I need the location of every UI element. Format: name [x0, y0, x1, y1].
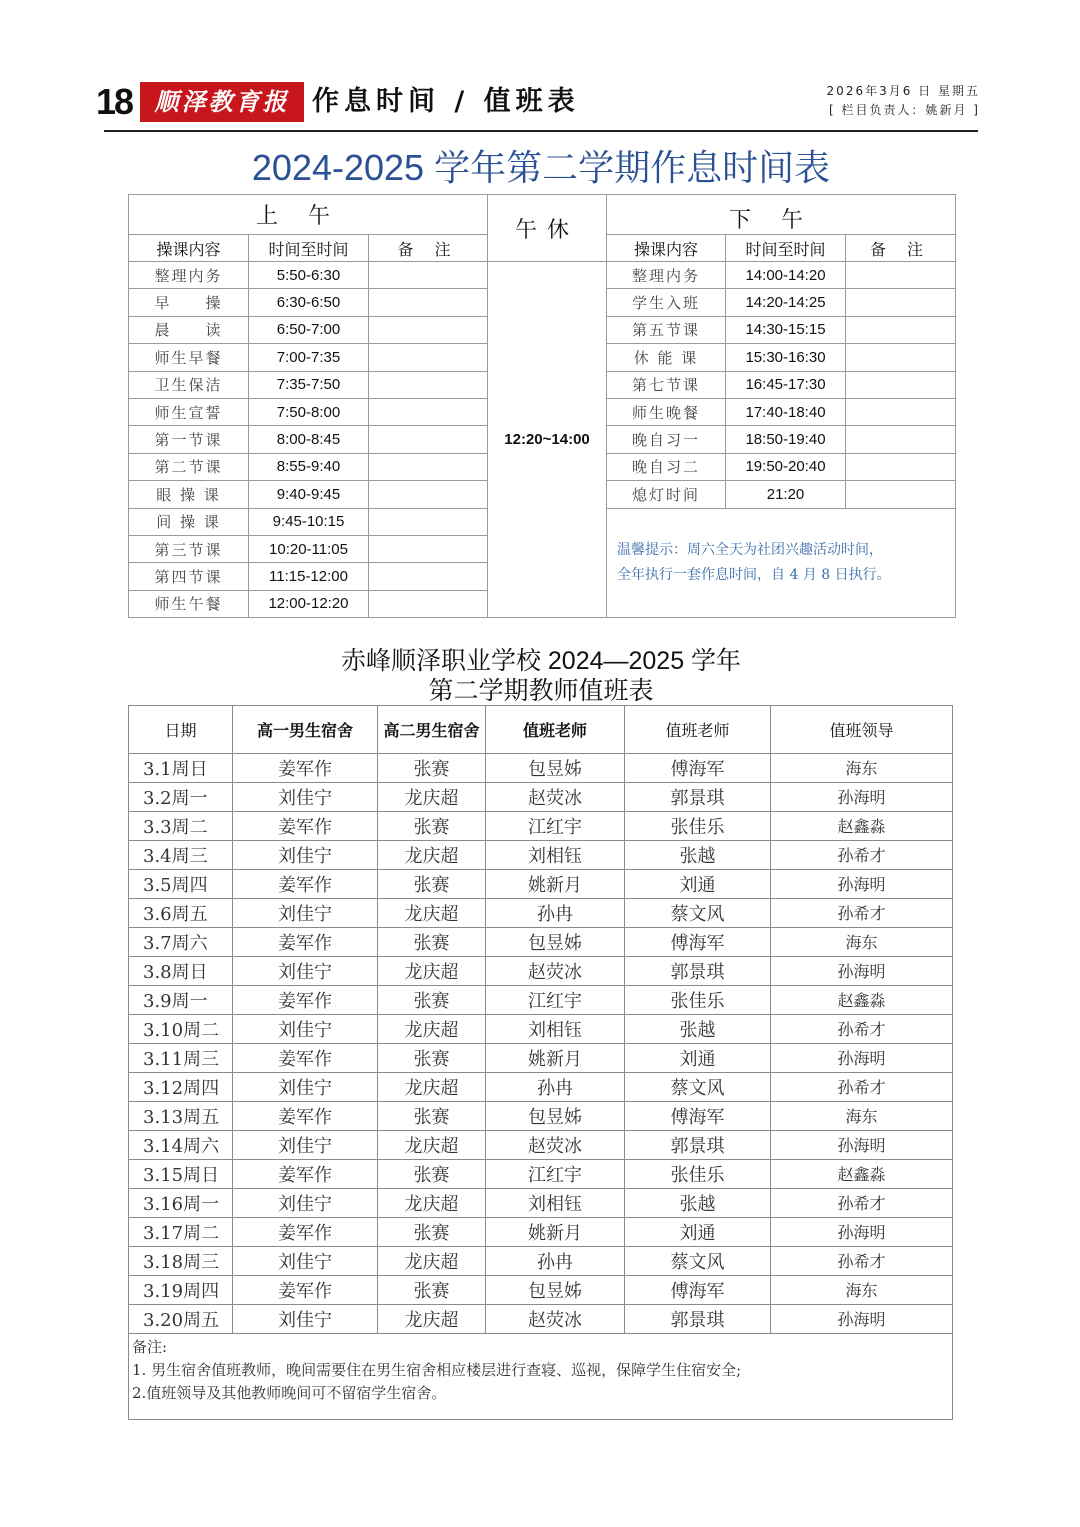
cell-duty-leader: 赵鑫淼 [771, 812, 953, 841]
cell-grade2-dorm: 张赛 [378, 928, 486, 957]
cell-duty-teacher-1: 姚新月 [486, 1218, 625, 1247]
cell-duty-leader: 孙希才 [771, 1015, 953, 1044]
activity: 第五节课 [607, 316, 726, 343]
activity: 第七节课 [607, 371, 726, 398]
activity: 第三节课 [129, 535, 249, 562]
cell-duty-leader: 赵鑫淼 [771, 1160, 953, 1189]
time: 6:30-6:50 [249, 289, 369, 316]
duty-notes [129, 1334, 953, 1420]
duty-row [129, 1247, 953, 1276]
cell-grade1-dorm: 姜军作 [233, 1276, 378, 1305]
cell-duty-teacher-2: 刘通 [625, 870, 771, 899]
cell-date: 3.15周日 [129, 1160, 233, 1189]
duty-row [129, 1073, 953, 1102]
cell-grade1-dorm: 姜军作 [233, 1044, 378, 1073]
duty-row [129, 870, 953, 899]
note [369, 481, 488, 508]
cell-duty-teacher-1: 刘相钰 [486, 1015, 625, 1044]
cell-duty-teacher-1: 孙冉 [486, 1073, 625, 1102]
cell-duty-teacher-1: 江红宇 [486, 1160, 625, 1189]
cell-duty-teacher-1: 赵荧冰 [486, 783, 625, 812]
cell-grade1-dorm: 刘佳宁 [233, 1015, 378, 1044]
cell-duty-teacher-2: 傅海军 [625, 1102, 771, 1131]
cell-grade1-dorm: 刘佳宁 [233, 783, 378, 812]
col-duty-teacher-2: 值班老师 [625, 706, 771, 754]
cell-duty-teacher-1: 包昱姊 [486, 1102, 625, 1131]
cell-duty-teacher-2: 刘通 [625, 1218, 771, 1247]
note [369, 508, 488, 535]
schedule-table [128, 194, 956, 618]
time: 8:55-9:40 [249, 453, 369, 480]
cell-duty-leader: 孙海明 [771, 783, 953, 812]
cell-date: 3.2周一 [129, 783, 233, 812]
cell-date: 3.8周日 [129, 957, 233, 986]
activity: 师生早餐 [129, 344, 249, 371]
time: 19:50-20:40 [726, 453, 846, 480]
duty-row [129, 899, 953, 928]
time: 6:50-7:00 [249, 316, 369, 343]
cell-grade2-dorm: 张赛 [378, 1276, 486, 1305]
cell-grade1-dorm: 姜军作 [233, 986, 378, 1015]
cell-grade2-dorm: 龙庆超 [378, 1073, 486, 1102]
cell-grade2-dorm: 龙庆超 [378, 1305, 486, 1334]
cell-grade2-dorm: 张赛 [378, 1160, 486, 1189]
duty-roster-title [128, 646, 954, 706]
time: 16:45-17:30 [726, 371, 846, 398]
note [369, 426, 488, 453]
col-note: 备 注 [369, 235, 488, 262]
duty-header-row [129, 706, 953, 754]
cell-date: 3.7周六 [129, 928, 233, 957]
activity: 眼 操 课 [129, 481, 249, 508]
col-grade1-dorm: 高一男生宿舍 [233, 706, 378, 754]
time: 7:35-7:50 [249, 371, 369, 398]
cell-grade1-dorm: 刘佳宁 [233, 1305, 378, 1334]
duty-row [129, 754, 953, 783]
cell-grade1-dorm: 刘佳宁 [233, 1189, 378, 1218]
duty-row [129, 1189, 953, 1218]
note [369, 289, 488, 316]
activity: 晚自习二 [607, 453, 726, 480]
cell-duty-teacher-2: 张佳乐 [625, 812, 771, 841]
time: 11:15-12:00 [249, 563, 369, 590]
cell-duty-teacher-1: 包昱姊 [486, 1276, 625, 1305]
time: 18:50-19:40 [726, 426, 846, 453]
duty-title-line-2: 第二学期教师值班表 [428, 677, 654, 705]
cell-duty-teacher-2: 张佳乐 [625, 1160, 771, 1189]
issue-date: 2026年3月6 日 星期五 [826, 84, 980, 98]
duty-row [129, 841, 953, 870]
cell-grade2-dorm: 龙庆超 [378, 1015, 486, 1044]
cell-duty-teacher-2: 傅海军 [625, 754, 771, 783]
duty-row [129, 986, 953, 1015]
activity: 熄灯时间 [607, 481, 726, 508]
cell-grade2-dorm: 龙庆超 [378, 841, 486, 870]
activity: 休 能 课 [607, 344, 726, 371]
duty-row [129, 957, 953, 986]
cell-date: 3.19周四 [129, 1276, 233, 1305]
cell-grade1-dorm: 姜军作 [233, 754, 378, 783]
cell-date: 3.13周五 [129, 1102, 233, 1131]
cell-duty-teacher-2: 郭景琪 [625, 783, 771, 812]
time: 12:00-12:20 [249, 590, 369, 617]
note [846, 371, 956, 398]
cell-duty-teacher-1: 赵荧冰 [486, 1305, 625, 1334]
activity: 师生午餐 [129, 590, 249, 617]
activity: 师生宣誓 [129, 398, 249, 425]
duty-title-line-1: 赤峰顺泽职业学校 2024—2025 学年 [340, 647, 742, 675]
cell-duty-teacher-2: 郭景琪 [625, 1131, 771, 1160]
col-time: 时间至时间 [249, 235, 369, 262]
cell-duty-leader: 孙希才 [771, 1189, 953, 1218]
cell-duty-teacher-1: 包昱姊 [486, 754, 625, 783]
cell-grade1-dorm: 姜军作 [233, 812, 378, 841]
duty-row [129, 812, 953, 841]
section-title: 作息时间 / 值班表 [312, 86, 580, 117]
schedule-row [129, 262, 956, 289]
activity: 第一节课 [129, 426, 249, 453]
duty-row [129, 1305, 953, 1334]
notes-heading: 备注: [132, 1338, 168, 1356]
newspaper-brand-logo: 顺泽教育报 [140, 82, 304, 122]
cell-duty-teacher-2: 傅海军 [625, 928, 771, 957]
issue-info [827, 82, 980, 120]
cell-duty-leader: 孙海明 [771, 1218, 953, 1247]
cell-date: 3.10周二 [129, 1015, 233, 1044]
cell-date: 3.5周四 [129, 870, 233, 899]
duty-notes-row [129, 1334, 953, 1420]
cell-grade2-dorm: 龙庆超 [378, 783, 486, 812]
notes-line-2: 2.值班领导及其他教师晚间可不留宿学生宿舍。 [132, 1384, 447, 1402]
cell-duty-teacher-1: 刘相钰 [486, 1189, 625, 1218]
cell-duty-leader: 海东 [771, 928, 953, 957]
cell-date: 3.4周三 [129, 841, 233, 870]
note [369, 590, 488, 617]
cell-duty-teacher-2: 张佳乐 [625, 986, 771, 1015]
note [846, 426, 956, 453]
cell-duty-teacher-2: 郭景琪 [625, 1305, 771, 1334]
afternoon-header: 下午 [607, 195, 956, 235]
time: 15:30-16:30 [726, 344, 846, 371]
activity: 第二节课 [129, 453, 249, 480]
time: 7:50-8:00 [249, 398, 369, 425]
note [846, 316, 956, 343]
col-activity: 操课内容 [129, 235, 249, 262]
cell-duty-teacher-1: 江红宇 [486, 812, 625, 841]
page-number: 18 [96, 81, 133, 122]
cell-date: 3.20周五 [129, 1305, 233, 1334]
cell-grade1-dorm: 刘佳宁 [233, 841, 378, 870]
cell-duty-leader: 海东 [771, 754, 953, 783]
activity: 间 操 课 [129, 508, 249, 535]
cell-grade2-dorm: 龙庆超 [378, 1131, 486, 1160]
activity: 卫生保洁 [129, 371, 249, 398]
cell-duty-leader: 孙希才 [771, 841, 953, 870]
cell-duty-leader: 孙希才 [771, 1073, 953, 1102]
cell-grade1-dorm: 姜军作 [233, 1218, 378, 1247]
cell-duty-teacher-1: 孙冉 [486, 899, 625, 928]
cell-duty-teacher-2: 蔡文风 [625, 1247, 771, 1276]
cell-date: 3.12周四 [129, 1073, 233, 1102]
cell-date: 3.16周一 [129, 1189, 233, 1218]
cell-duty-teacher-1: 姚新月 [486, 870, 625, 899]
col-activity: 操课内容 [607, 235, 726, 262]
cell-duty-teacher-2: 张越 [625, 841, 771, 870]
note [369, 316, 488, 343]
cell-grade2-dorm: 龙庆超 [378, 899, 486, 928]
note [369, 453, 488, 480]
note [846, 481, 956, 508]
cell-duty-teacher-2: 郭景琪 [625, 957, 771, 986]
activity: 早 操 [129, 289, 249, 316]
cell-duty-leader: 赵鑫淼 [771, 986, 953, 1015]
cell-duty-teacher-2: 蔡文风 [625, 899, 771, 928]
duty-row [129, 1102, 953, 1131]
cell-duty-leader: 孙希才 [771, 1247, 953, 1276]
cell-date: 3.17周二 [129, 1218, 233, 1247]
cell-grade2-dorm: 张赛 [378, 1102, 486, 1131]
cell-grade1-dorm: 刘佳宁 [233, 1247, 378, 1276]
time: 14:20-14:25 [726, 289, 846, 316]
duty-row [129, 1218, 953, 1247]
cell-date: 3.1周日 [129, 754, 233, 783]
cell-grade2-dorm: 张赛 [378, 812, 486, 841]
cell-grade2-dorm: 张赛 [378, 754, 486, 783]
note [846, 453, 956, 480]
cell-grade1-dorm: 姜军作 [233, 870, 378, 899]
cell-grade1-dorm: 刘佳宁 [233, 899, 378, 928]
cell-date: 3.6周五 [129, 899, 233, 928]
note [369, 535, 488, 562]
cell-grade2-dorm: 龙庆超 [378, 957, 486, 986]
note [369, 344, 488, 371]
tip-line-1: 温馨提示：周六全天为社团兴趣活动时间， [617, 541, 884, 558]
activity: 晨 读 [129, 316, 249, 343]
cell-date: 3.11周三 [129, 1044, 233, 1073]
cell-duty-teacher-1: 包昱姊 [486, 928, 625, 957]
time: 10:20-11:05 [249, 535, 369, 562]
col-date: 日期 [129, 706, 233, 754]
time: 5:50-6:30 [249, 262, 369, 289]
activity: 整理内务 [607, 262, 726, 289]
note [846, 344, 956, 371]
activity: 师生晚餐 [607, 398, 726, 425]
time: 9:40-9:45 [249, 481, 369, 508]
note [369, 371, 488, 398]
cell-duty-leader: 孙海明 [771, 870, 953, 899]
cell-grade1-dorm: 姜军作 [233, 1102, 378, 1131]
noon-break-header: 午休 [488, 195, 607, 262]
cell-grade1-dorm: 刘佳宁 [233, 1073, 378, 1102]
cell-grade1-dorm: 刘佳宁 [233, 1131, 378, 1160]
noon-break-time: 12:20~14:00 [488, 262, 607, 618]
cell-duty-teacher-1: 赵荧冰 [486, 1131, 625, 1160]
schedule-tip [607, 508, 956, 618]
duty-row [129, 1276, 953, 1305]
note [369, 398, 488, 425]
cell-duty-teacher-2: 张越 [625, 1189, 771, 1218]
schedule-title: 2024-2025 学年第二学期作息时间表 [251, 147, 831, 188]
cell-duty-leader: 孙海明 [771, 1131, 953, 1160]
cell-duty-teacher-2: 刘通 [625, 1044, 771, 1073]
duty-row [129, 783, 953, 812]
time: 17:40-18:40 [726, 398, 846, 425]
duty-roster-table [128, 705, 953, 1420]
cell-duty-leader: 孙希才 [771, 899, 953, 928]
cell-date: 3.18周三 [129, 1247, 233, 1276]
cell-duty-teacher-2: 蔡文风 [625, 1073, 771, 1102]
cell-grade2-dorm: 张赛 [378, 1044, 486, 1073]
cell-duty-leader: 孙海明 [771, 957, 953, 986]
cell-grade2-dorm: 张赛 [378, 870, 486, 899]
cell-duty-leader: 海东 [771, 1102, 953, 1131]
cell-duty-teacher-1: 江红宇 [486, 986, 625, 1015]
activity: 晚自习一 [607, 426, 726, 453]
cell-grade2-dorm: 张赛 [378, 1218, 486, 1247]
cell-date: 3.3周二 [129, 812, 233, 841]
cell-date: 3.14周六 [129, 1131, 233, 1160]
time: 21:20 [726, 481, 846, 508]
morning-header: 上午 [129, 195, 488, 235]
note [846, 398, 956, 425]
tip-line-2: 全年执行一套作息时间，自 4 月 8 日执行。 [617, 566, 891, 583]
duty-row [129, 1131, 953, 1160]
masthead-divider [104, 130, 978, 132]
cell-duty-leader: 海东 [771, 1276, 953, 1305]
duty-row [129, 1160, 953, 1189]
note [369, 563, 488, 590]
cell-duty-leader: 孙海明 [771, 1044, 953, 1073]
col-note: 备 注 [846, 235, 956, 262]
col-duty-teacher-1: 值班老师 [486, 706, 625, 754]
notes-line-1: 1. 男生宿舍值班教师，晚间需要住在男生宿舍相应楼层进行查寝、巡视，保障学生住宿安全; [132, 1361, 742, 1379]
cell-duty-teacher-1: 刘相钰 [486, 841, 625, 870]
time: 14:30-15:15 [726, 316, 846, 343]
cell-duty-teacher-1: 孙冉 [486, 1247, 625, 1276]
cell-grade1-dorm: 姜军作 [233, 1160, 378, 1189]
cell-grade2-dorm: 张赛 [378, 986, 486, 1015]
activity: 整理内务 [129, 262, 249, 289]
time: 8:00-8:45 [249, 426, 369, 453]
note [846, 262, 956, 289]
time: 7:00-7:35 [249, 344, 369, 371]
cell-duty-teacher-2: 傅海军 [625, 1276, 771, 1305]
masthead [96, 80, 980, 130]
time: 9:45-10:15 [249, 508, 369, 535]
cell-grade2-dorm: 龙庆超 [378, 1247, 486, 1276]
cell-date: 3.9周一 [129, 986, 233, 1015]
duty-row [129, 928, 953, 957]
activity: 学生入班 [607, 289, 726, 316]
cell-grade1-dorm: 刘佳宁 [233, 957, 378, 986]
col-time: 时间至时间 [726, 235, 846, 262]
col-grade2-dorm: 高二男生宿舍 [378, 706, 486, 754]
note [846, 289, 956, 316]
activity: 第四节课 [129, 563, 249, 590]
duty-row [129, 1015, 953, 1044]
column-editor: [ 栏目负责人：姚新月 ] [829, 103, 980, 117]
col-duty-leader: 值班领导 [771, 706, 953, 754]
cell-grade2-dorm: 龙庆超 [378, 1189, 486, 1218]
cell-duty-leader: 孙海明 [771, 1305, 953, 1334]
cell-duty-teacher-2: 张越 [625, 1015, 771, 1044]
duty-row [129, 1044, 953, 1073]
cell-duty-teacher-1: 姚新月 [486, 1044, 625, 1073]
note [369, 262, 488, 289]
cell-grade1-dorm: 姜军作 [233, 928, 378, 957]
cell-duty-teacher-1: 赵荧冰 [486, 957, 625, 986]
time: 14:00-14:20 [726, 262, 846, 289]
